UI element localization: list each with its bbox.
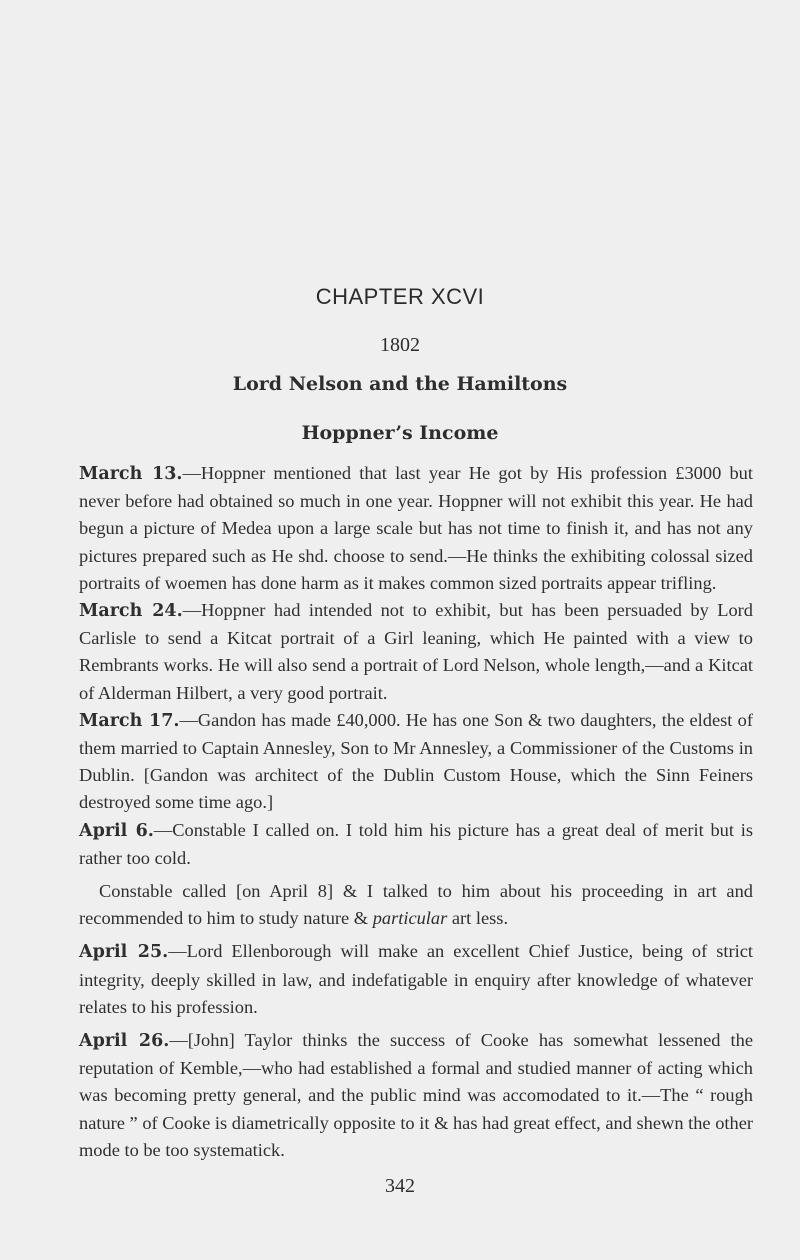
entry-text: —Hoppner mentioned that last year He got by His profession £3000 but never before had obtained so much in one year. Hoppner will not exhibit this year. He had begun a picture of Medea upon a large scale but has not time to finish it, and has not any pictures prepared such as He shd. choose to send.—He thinks the exhibiting colossal sized portraits of woemen has done harm as it makes common sized portraits appear trifling.	[79, 463, 753, 593]
section-title: Lord Nelson and the Hamiltons	[232, 373, 568, 395]
entry-date: April 6.	[79, 820, 154, 841]
entry-text: art less.	[447, 908, 509, 929]
entry-date: March 17.	[79, 710, 180, 731]
entry-emphasis: particular	[372, 908, 448, 929]
entry-date: March 24.	[79, 601, 183, 622]
entry-text: —[John] Taylor thinks the success of Cooke has somewhat lessened the reputation of Kemble,—who had established a formal and studied manner of acting which was becoming pretty general, and the public mind was accomodated to it.—The “ rough nature ” of Cooke is diametrically opposite to it & has had great effect, and shewn the other mode to be too systematick.	[79, 1030, 753, 1160]
entry-text: —Hoppner had intended not to exhibit, but has been persuaded by Lord Carlisle to send a Kitcat portrait of a Girl leaning, which He painted with a view to Rembrants works. He will also send a portrait of Lord Nelson, whole length,—and a Kitcat of Alderman Hilbert, a very good portrait.	[79, 600, 753, 703]
entry-text: —Lord Ellenborough will make an excellent Chief Justice, being of strict integrity, deeply skilled in law, and indefatigable in enquiry after knowledge of whatever relates to his profession.	[79, 941, 753, 1017]
entry-text: Constable called [on April 8] & I talked to him about his proceeding in art and recommended to him to study nature &	[79, 881, 753, 929]
entry-text: —Constable I called on. I told him his picture has a great deal of merit but is rather too cold.	[79, 819, 753, 868]
diary-entry	[79, 878, 753, 932]
entry-date: April 25.	[79, 942, 169, 963]
section-subtitle: Hoppner’s Income	[301, 422, 499, 444]
page-number: 342	[385, 1175, 415, 1197]
diary-entry	[79, 938, 753, 1021]
entry-text: —Gandon has made £40,000. He has one Son & two daughters, the eldest of them married to Captain Annesley, Son to Mr Annesley, a Commissioner of the Customs in Dublin. [Gandon was architect of the Dublin Custom House, which the Sinn Feiners destroyed some time ago.]	[79, 709, 753, 813]
diary-text	[79, 460, 753, 1164]
entry-date: April 26.	[79, 1031, 170, 1052]
diary-entry	[79, 597, 753, 707]
chapter-heading: CHAPTER XCVI	[315, 284, 485, 309]
chapter-year: 1802	[380, 334, 420, 356]
diary-entry	[79, 1027, 753, 1164]
diary-entry	[79, 460, 753, 597]
entry-date: March 13.	[79, 464, 183, 484]
diary-entry	[79, 817, 753, 872]
diary-entry	[79, 707, 753, 817]
